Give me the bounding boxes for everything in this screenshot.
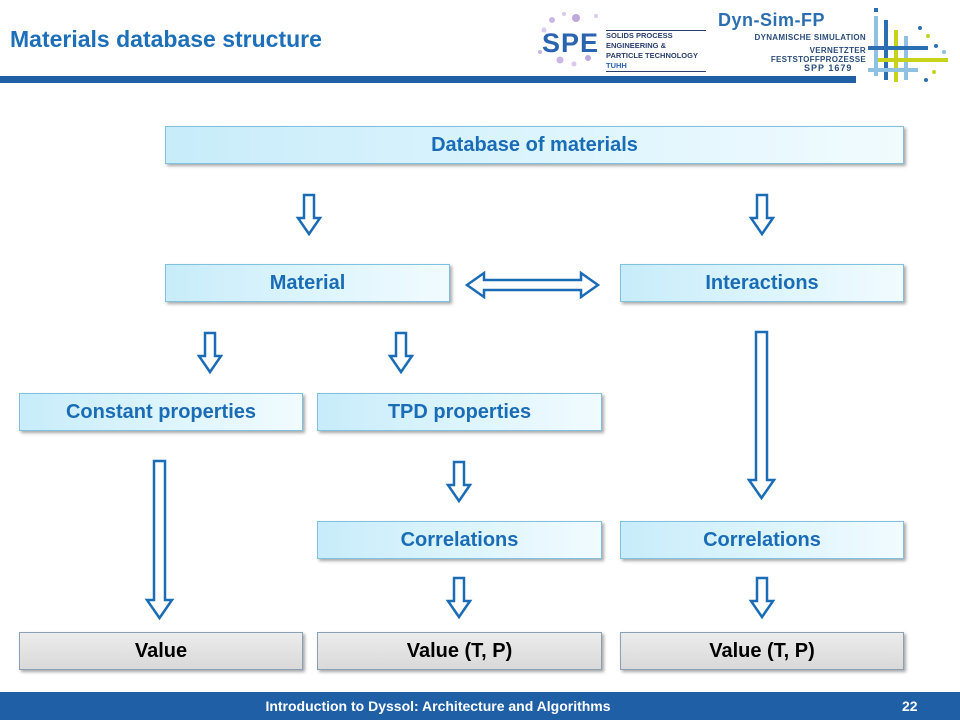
material-box: Material (165, 264, 450, 302)
footer-bar (0, 692, 960, 720)
arrow-constant-to-value (147, 461, 172, 618)
correlations-tpd-box: Correlations (317, 521, 602, 559)
spe-logo-line2: PARTICLE TECHNOLOGY (606, 51, 698, 60)
database-box: Database of materials (165, 126, 904, 164)
dyn-sim-fp-spp: SPP 1679 (804, 63, 853, 73)
arrow-material-interactions-bidirectional (467, 273, 598, 297)
arrow-material-to-tpd (390, 333, 412, 372)
tpd-properties-box: TPD properties (317, 393, 602, 431)
interactions-box: Interactions (620, 264, 904, 302)
dyn-sim-fp-name: Dyn-Sim-FP (718, 10, 826, 30)
correlations-interactions-box: Correlations (620, 521, 904, 559)
dyn-sim-fp-line2: VERNETZTER FESTSTOFFPROZESSE (770, 46, 866, 64)
arrow-material-to-constant (199, 333, 221, 372)
value-constant-box: Value (19, 632, 303, 670)
arrow-correlations-to-value-tpd (448, 578, 470, 617)
constant-properties-box: Constant properties (19, 393, 303, 431)
spe-logo-line1: SOLIDS PROCESS ENGINEERING & (606, 31, 673, 50)
slide-title: Materials database structure (10, 26, 322, 52)
arrow-correlations-to-value-interactions (751, 578, 773, 617)
spe-logo-letters: SPE (542, 28, 600, 58)
dyn-sim-fp-line1: DYNAMISCHE SIMULATION (754, 33, 866, 42)
footer-text: Introduction to Dyssol: Architecture and Algorithms (265, 698, 611, 714)
value-interactions-box: Value (T, P) (620, 632, 904, 670)
value-tpd-box: Value (T, P) (317, 632, 602, 670)
arrow-tpd-to-correlations (448, 462, 470, 501)
page-number: 22 (902, 698, 918, 714)
arrow-db-to-interactions (751, 195, 773, 234)
arrow-interactions-to-correlations (749, 332, 774, 498)
arrow-db-to-material (298, 195, 320, 234)
spe-logo-tuhh: TUHH (606, 61, 627, 70)
